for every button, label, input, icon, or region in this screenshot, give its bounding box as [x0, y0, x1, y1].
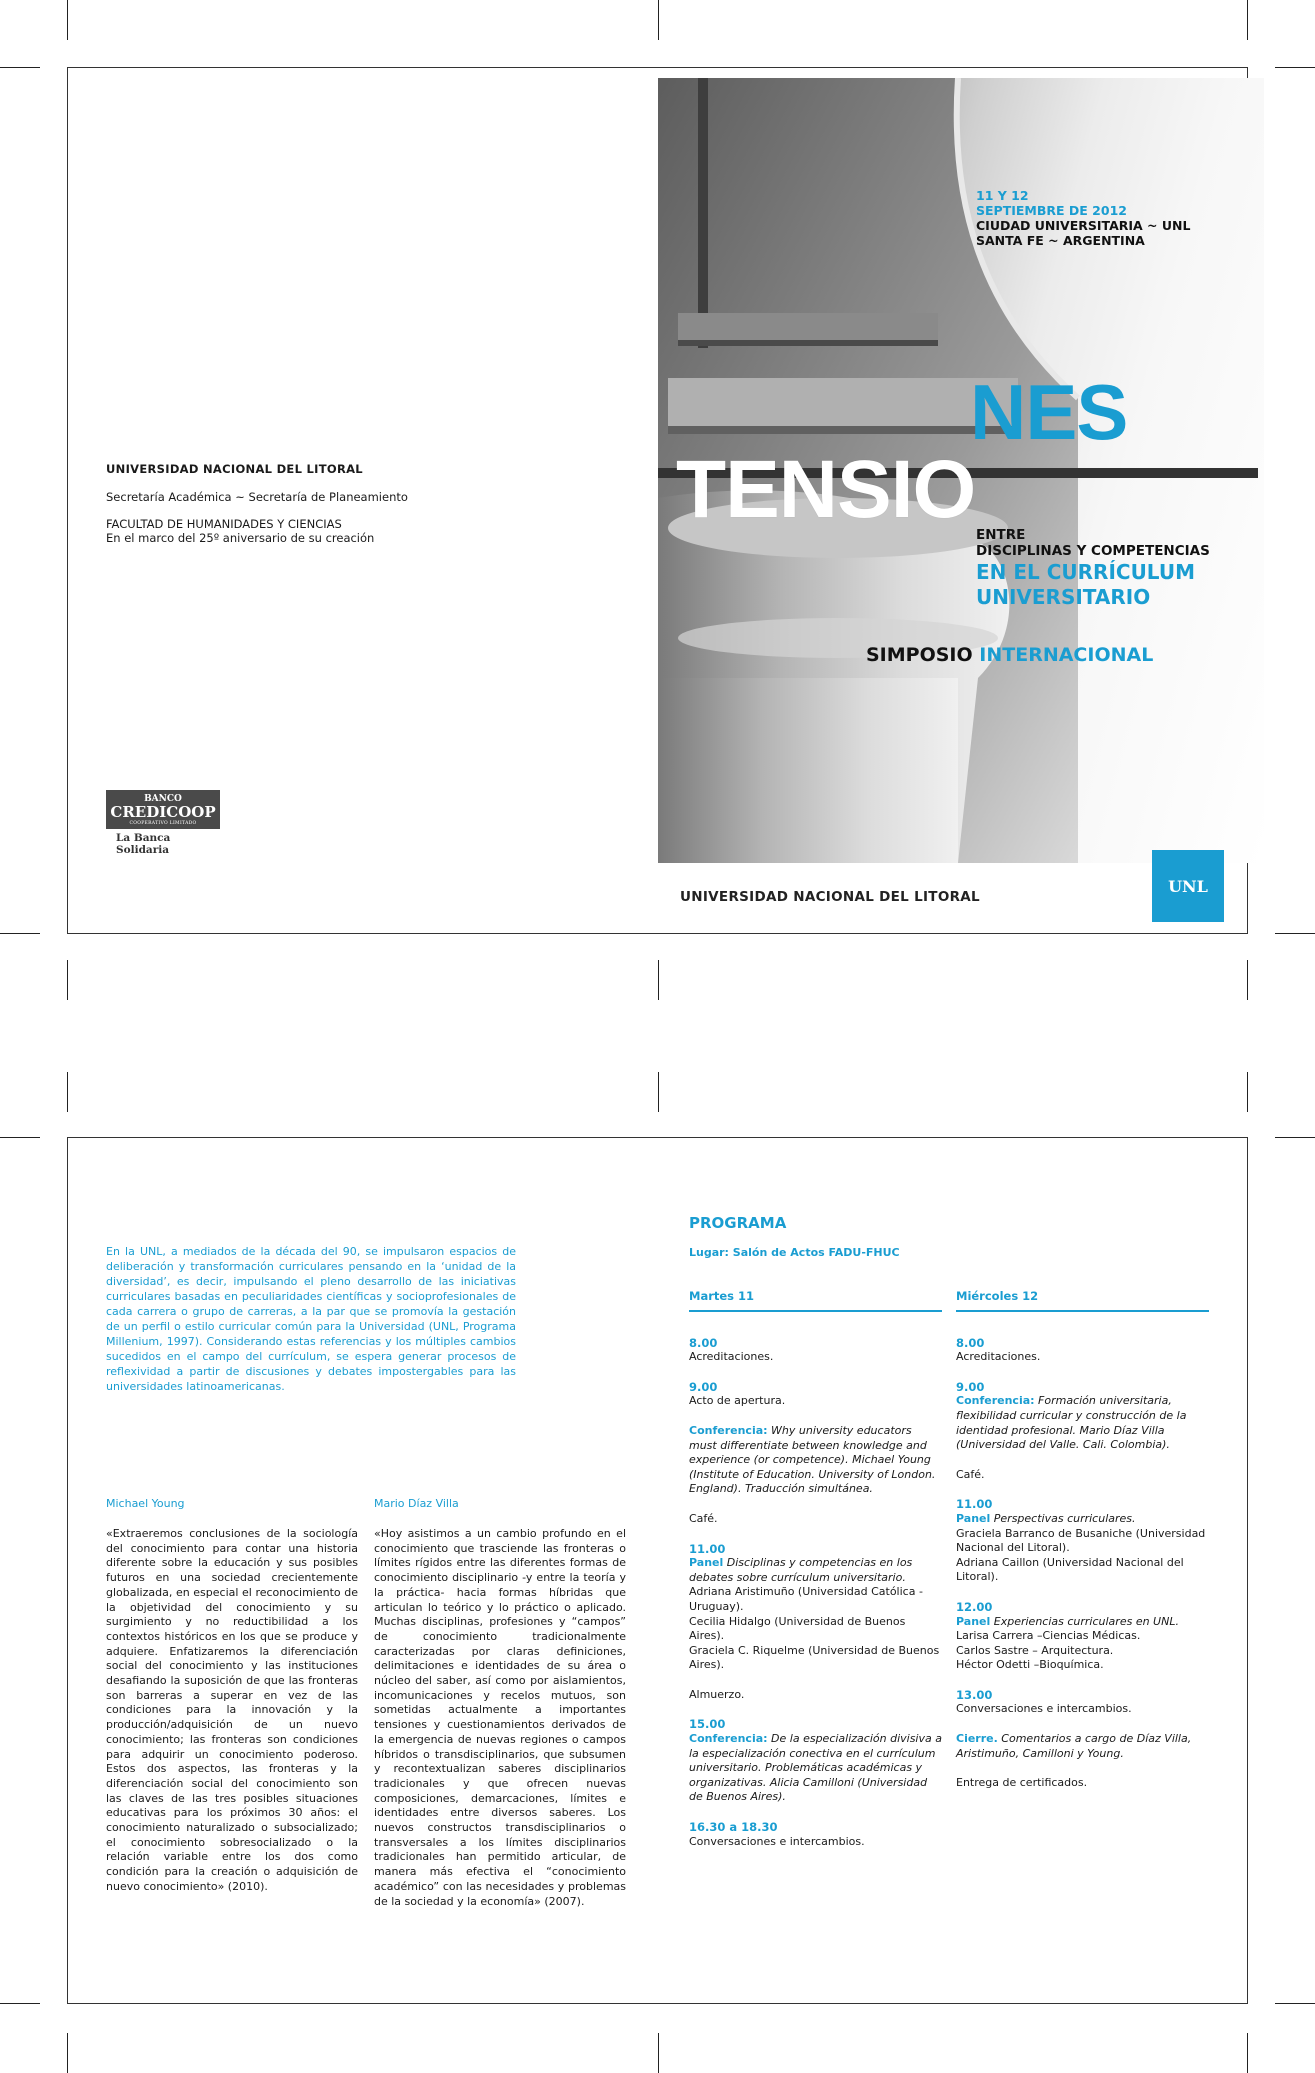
schedule-line	[956, 1512, 1209, 1527]
crop-mark	[658, 960, 659, 1000]
schedule-line: Café.	[689, 1511, 718, 1525]
schedule-label: Panel	[956, 1614, 991, 1628]
cover-place-line2: SANTA FE ~ ARGENTINA	[976, 233, 1145, 248]
quote-young	[106, 1497, 358, 1895]
schedule-line	[956, 1732, 1209, 1761]
schedule-line: Cecilia Hidalgo (Universidad de Buenos Aires).	[689, 1614, 906, 1643]
schedule-line: Café.	[956, 1467, 985, 1481]
back-secretarias: Secretaría Académica ~ Secretaría de Planeamiento	[106, 490, 408, 504]
schedule-label: Panel	[689, 1556, 724, 1570]
schedule-line: Acreditaciones.	[956, 1350, 1041, 1364]
schedule-line: Larisa Carrera –Ciencias Médicas.	[956, 1629, 1141, 1643]
schedule-time: 13.00	[956, 1687, 993, 1702]
schedule-text: Disciplinas y competencias en los debates sobre currículum universitario.	[689, 1556, 913, 1584]
schedule-line: Héctor Odetti –Bioquímica.	[956, 1658, 1104, 1672]
sponsor-top: BANCO	[144, 794, 182, 804]
quote-diaz-text: «Hoy asistimos a un cambio profundo en el conocimiento que trasciende las fronteras o límites rígidos entre las diferentes formas de conocimiento disciplinario -y entre la teoría y la práctica- hacia formas híbridas que articulan lo teórico y lo práctico o aplicado. Muchas disciplinas, profesiones y “campos” de conocimiento tradicionalmente caracterizadas por claras definiciones, delimitaciones e identidades de su área o núcleo del saber, así como por aislamientos, incomunicaciones y recelos mutuos, son sometidas actualmente a importantes tensiones y cuestionamientos derivados de la emergencia de nuevas regiones o campos híbridos o transdisciplinarios, que subsumen y recontextualizan saberes disciplinarios tradicionales y que ofrecen nuevas composiciones, demarcaciones, límites e identidades entre diversos saberes. Los nuevos constructos transdisciplinarios o transversales a los límites disciplinarios tradicionales han permitido articular, de manera más efectiva el “conocimiento académico” con las necesidades y problemas de la sociedad y la economía» (2007).	[374, 1527, 626, 1908]
schedule-item	[956, 1336, 1209, 1365]
crop-mark	[658, 1072, 659, 1112]
schedule-line: Adriana Aristimuño (Universidad Católica - Uruguay).	[689, 1585, 923, 1613]
back-anniversary: En el marco del 25º aniversario de su creación	[106, 531, 375, 545]
quote-diaz-author: Mario Díaz Villa	[374, 1497, 459, 1510]
day-heading: Martes 11	[689, 1289, 942, 1312]
schedule-line	[956, 1615, 1209, 1630]
schedule-line: Graciela Barranco de Busaniche (Universidad Nacional del Litoral).	[956, 1526, 1206, 1555]
cover-title-part1: TENSIO	[676, 444, 976, 535]
schedule-text: Why university educators must differentiate between knowledge and experience (or competence). Michael Young (Institute of Education. University of London. England). Traducción simultánea.	[689, 1423, 936, 1496]
cover-date-block	[976, 188, 1236, 248]
schedule-label: Panel	[956, 1511, 991, 1525]
cover-subtitle-line2: DISCIPLINAS Y COMPETENCIAS	[976, 543, 1210, 559]
cover-date-line2: SEPTIEMBRE DE 2012	[976, 203, 1127, 218]
schedule-item	[689, 1336, 942, 1365]
schedule-line: Acreditaciones.	[689, 1350, 774, 1364]
schedule-item	[689, 1688, 942, 1703]
quote-young-text: «Extraeremos conclusiones de la sociología del conocimiento para contar una historia diferente sobre la educación y sus posibles futuros en una sociedad crecientemente globalizada, en especial el reconocimiento de la objetividad del conocimiento y su surgimiento y no reductibilidad a los contextos históricos en los que se produce y adquiere. Enfatizaremos la diferenciación social del conocimiento y las instituciones desafiando la suposición de que las fronteras son barreras a superar en vez de las condiciones para la innovación y la producción/adquisición de un nuevo conocimiento; las fronteras son condiciones para adquirir un conocimiento poderoso. Estos dos aspectos, las fronteras y la diferenciación social del conocimiento son las claves de las tres posibles situaciones educativas para los próximos 30 años: el conocimiento naturalizado o subsocializado; el conocimiento sobresocializado o la relación variable entre los dos como condición para la creación o adquisición de nuevo conocimiento» (2010).	[106, 1527, 358, 1893]
programa-venue: Lugar: Salón de Actos FADU-FHUC	[689, 1246, 900, 1259]
schedule-item	[956, 1688, 1209, 1717]
schedule-item	[689, 1380, 942, 1409]
day-column-tuesday	[689, 1289, 942, 1864]
crop-mark	[658, 2033, 659, 2073]
sponsor-name: CREDICOOP	[110, 803, 216, 821]
cover-date-line1: 11 Y 12	[976, 188, 1029, 203]
crop-mark	[0, 2003, 40, 2004]
cover-subtitle-line4: UNIVERSITARIO	[976, 585, 1151, 609]
schedule-text: Experiencias curriculares en UNL.	[993, 1614, 1179, 1628]
schedule-item	[956, 1497, 1209, 1585]
schedule-time: 9.00	[956, 1379, 985, 1394]
schedule-line	[689, 1424, 942, 1497]
schedule-line	[689, 1732, 942, 1805]
schedule-list-wednesday	[956, 1336, 1209, 1791]
schedule-text: Perspectivas curriculares.	[993, 1511, 1136, 1525]
schedule-time: 8.00	[956, 1335, 985, 1350]
back-faculty: FACULTAD DE HUMANIDADES Y CIENCIAS	[106, 517, 342, 531]
cover-subtitle-line3: EN EL CURRÍCULUM	[976, 560, 1195, 584]
cover-footer-university: UNIVERSIDAD NACIONAL DEL LITORAL	[680, 889, 980, 905]
crop-mark	[1247, 2033, 1248, 2073]
crop-mark	[1275, 2003, 1315, 2004]
schedule-time: 15.00	[689, 1717, 726, 1732]
cover-event	[866, 644, 1153, 666]
unl-logo-text: UNL	[1168, 876, 1208, 896]
schedule-label: Conferencia:	[689, 1732, 768, 1746]
quote-diaz	[374, 1497, 626, 1909]
day-column-wednesday	[956, 1289, 1209, 1806]
crop-mark	[0, 1137, 40, 1138]
schedule-line: Conversaciones e intercambios.	[956, 1702, 1132, 1716]
crop-mark	[1275, 1137, 1315, 1138]
schedule-text: Comentarios a cargo de Díaz Villa, Aristimuño, Camilloni y Young.	[956, 1732, 1192, 1760]
schedule-time: 11.00	[956, 1497, 993, 1512]
schedule-line: Almuerzo.	[689, 1687, 745, 1701]
crop-mark	[1247, 0, 1248, 40]
sponsor-tagline: La Banca Solidaria	[116, 832, 171, 856]
schedule-item	[689, 1424, 942, 1497]
crop-mark	[0, 67, 40, 68]
crop-mark	[67, 2033, 68, 2073]
unl-logo	[1152, 850, 1224, 922]
schedule-line: Conversaciones e intercambios.	[689, 1834, 865, 1848]
schedule-text: De la especialización divisiva a la especialización conectiva en el currículum universitario. Problemáticas académicas y organizativas. Alicia Camilloni (Universidad de Buenos Aires).	[689, 1732, 942, 1804]
back-cover	[106, 462, 586, 545]
intro-paragraph: En la UNL, a mediados de la década del 90, se impulsaron espacios de deliberación y transformación curriculares pensando en la ‘unidad de la diversidad’, es decir, impulsando el pleno desarrollo de las iniciativas curriculares basadas en peculiaridades científicas y socioprofesionales de cada carrera o grupo de carreras, a la par que se promovía la gestación de un perfil o estilo curricular común para la Universidad (UNL, Programa Millenium, 1997). Considerando estas referencias y los múltiples cambios sucedidos en el campo del currículum, se espera generar procesos de reflexividad a partir de discusiones y debates impostergables para las universidades latinoamericanas.	[106, 1245, 516, 1393]
schedule-text: Formación universitaria, flexibilidad curricular y construcción de la identidad profesional. Mario Díaz Villa (Universidad del Valle. Cali. Colombia).	[956, 1394, 1187, 1452]
schedule-time: 12.00	[956, 1599, 993, 1614]
cover-event-word1: SIMPOSIO	[866, 644, 973, 666]
schedule-label: Cierre.	[956, 1732, 998, 1746]
schedule-item	[956, 1732, 1209, 1761]
schedule-item	[956, 1776, 1209, 1791]
schedule-item	[956, 1468, 1209, 1483]
programa-title: PROGRAMA	[689, 1214, 787, 1232]
crop-mark	[0, 933, 40, 934]
schedule-line: Carlos Sastre – Arquitectura.	[956, 1643, 1114, 1657]
crop-mark	[1275, 933, 1315, 934]
schedule-label: Conferencia:	[689, 1423, 768, 1437]
schedule-time: 16.30 a 18.30	[689, 1820, 778, 1835]
cover-place-line1: CIUDAD UNIVERSITARIA ~ UNL	[976, 218, 1191, 233]
crop-mark	[67, 960, 68, 1000]
crop-mark	[1247, 960, 1248, 1000]
schedule-line: Acto de apertura.	[689, 1394, 786, 1408]
day-heading: Miércoles 12	[956, 1289, 1209, 1312]
schedule-item	[689, 1717, 942, 1805]
schedule-line: Entrega de certificados.	[956, 1776, 1088, 1790]
sponsor-sub: COOPERATIVO LIMITADO	[129, 821, 197, 826]
schedule-line: Adriana Caillon (Universidad Nacional del Litoral).	[956, 1555, 1184, 1584]
schedule-list-tuesday	[689, 1336, 942, 1850]
sponsor-logo	[106, 790, 220, 856]
crop-mark	[1247, 1072, 1248, 1112]
cover-subtitle	[976, 527, 1266, 610]
schedule-item	[956, 1600, 1209, 1673]
schedule-time: 8.00	[689, 1335, 718, 1350]
schedule-label: Conferencia:	[956, 1394, 1035, 1408]
cover-title-part2: NES	[970, 368, 1128, 456]
schedule-line	[956, 1394, 1209, 1452]
schedule-item	[689, 1820, 942, 1849]
crop-mark	[1275, 67, 1315, 68]
back-university: UNIVERSIDAD NACIONAL DEL LITORAL	[106, 462, 363, 476]
schedule-time: 11.00	[689, 1541, 726, 1556]
crop-mark	[67, 0, 68, 40]
cover-subtitle-line1: ENTRE	[976, 527, 1026, 543]
schedule-item	[689, 1512, 942, 1527]
schedule-line: Graciela C. Riquelme (Universidad de Buenos Aires).	[689, 1643, 940, 1672]
cover-event-word2: INTERNACIONAL	[979, 644, 1154, 666]
crop-mark	[658, 0, 659, 40]
schedule-time: 9.00	[689, 1379, 718, 1394]
schedule-item	[689, 1542, 942, 1673]
schedule-item	[956, 1380, 1209, 1453]
crop-mark	[67, 1072, 68, 1112]
schedule-line	[689, 1556, 942, 1585]
quote-young-author: Michael Young	[106, 1497, 185, 1510]
